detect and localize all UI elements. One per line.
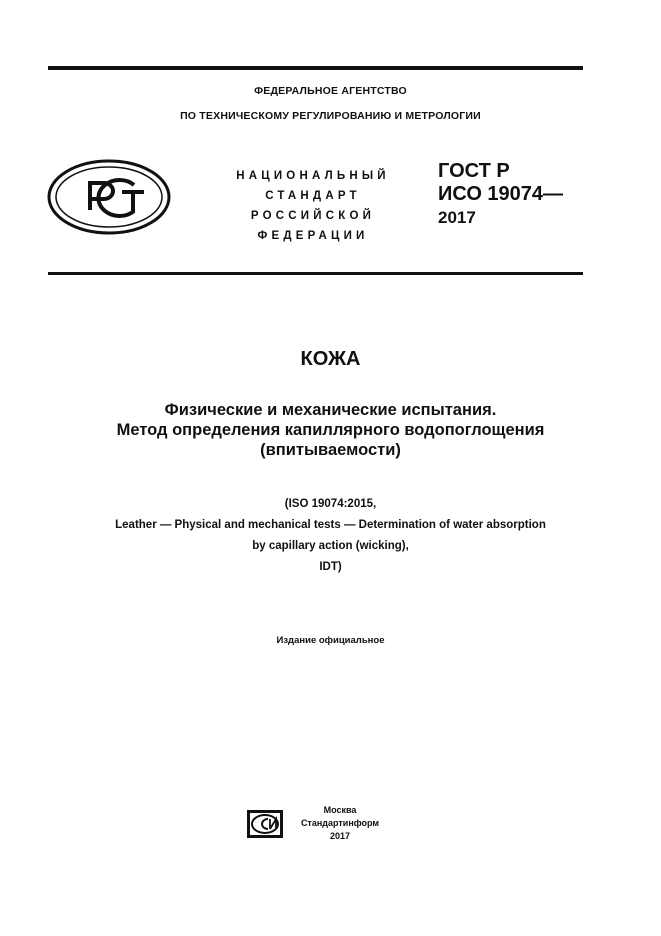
standard-type-line: РОССИЙСКОЙ xyxy=(250,210,376,222)
publisher-name: Стандартинформ xyxy=(300,818,380,828)
international-line: by capillary action (wicking), xyxy=(252,540,409,552)
international-line: IDT) xyxy=(319,561,342,573)
publisher-block xyxy=(290,804,390,843)
standard-designation xyxy=(438,160,563,229)
designation-year: 2017 xyxy=(438,208,476,227)
agency-line-1: ФЕДЕРАЛЬНОЕ АГЕНТСТВО xyxy=(254,85,407,97)
publisher-city: Москва xyxy=(323,805,357,815)
middle-rule xyxy=(48,272,583,275)
subtitle-line: (впитываемости) xyxy=(260,441,401,459)
international-line: (ISO 19074:2015, xyxy=(284,498,377,510)
international-reference xyxy=(0,494,661,578)
standard-type xyxy=(222,166,404,246)
standartinform-logo-icon xyxy=(246,809,284,839)
designation-line-2: ИСО 19074— xyxy=(438,183,564,205)
standard-type-line: СТАНДАРТ xyxy=(265,190,361,202)
subtitle-line: Метод определения капиллярного водопоглощения xyxy=(116,421,545,439)
subtitle-line: Физические и механические испытания. xyxy=(164,401,497,419)
standard-type-line: ФЕДЕРАЦИИ xyxy=(257,230,369,242)
standard-type-line: НАЦИОНАЛЬНЫЙ xyxy=(236,170,390,182)
designation-line-1: ГОСТ Р xyxy=(438,160,510,182)
edition-label: Издание официальное xyxy=(276,635,385,646)
publisher-year: 2017 xyxy=(329,831,351,841)
rst-mark-icon xyxy=(46,158,172,236)
document-title: КОЖА xyxy=(300,348,361,370)
top-rule xyxy=(48,66,583,70)
agency-line-2: ПО ТЕХНИЧЕСКОМУ РЕГУЛИРОВАНИЮ И МЕТРОЛОГИИ xyxy=(180,110,481,122)
document-subtitle xyxy=(0,400,661,460)
international-line: Leather — Physical and mechanical tests — Determination of water absorption xyxy=(115,519,546,531)
